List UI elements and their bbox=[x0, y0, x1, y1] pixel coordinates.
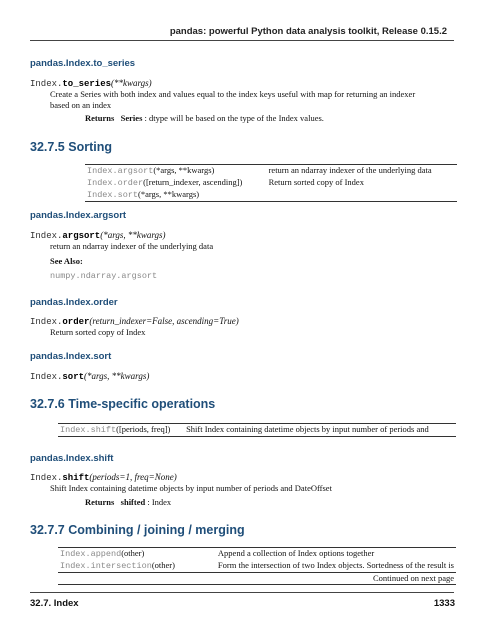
argsort-heading: pandas.Index.argsort bbox=[30, 210, 127, 221]
to-series-returns bbox=[85, 113, 324, 124]
table-cell-empty bbox=[58, 573, 216, 585]
shift-returns bbox=[85, 497, 171, 508]
returns-label: Returns bbox=[85, 497, 115, 507]
table-cell-method bbox=[85, 165, 267, 178]
table-cell-method bbox=[58, 548, 216, 561]
method-args: (*args, **kwargs) bbox=[138, 189, 200, 199]
combining-summary-table bbox=[58, 547, 456, 585]
returns-name: shifted bbox=[120, 497, 146, 507]
returns-label: Returns bbox=[85, 113, 115, 123]
sort-signature bbox=[30, 371, 149, 382]
returns-rest: : dtype will be based on the type of the Index values. bbox=[144, 113, 324, 123]
table-row bbox=[58, 573, 456, 585]
returns-name: Series bbox=[120, 113, 143, 123]
table-cell-desc: Return sorted copy of Index bbox=[268, 177, 364, 187]
table-cell-desc: Append a collection of Index options together bbox=[216, 548, 456, 561]
method-args: (other) bbox=[121, 548, 145, 558]
order-signature bbox=[30, 316, 239, 327]
method-link[interactable]: Index.intersection bbox=[60, 561, 152, 571]
signature-args: (**kwargs) bbox=[111, 78, 152, 88]
sort-heading: pandas.Index.sort bbox=[30, 351, 112, 362]
signature-args: (*args, **kwargs) bbox=[100, 230, 166, 240]
see-also-link[interactable]: numpy.ndarray.argsort bbox=[50, 271, 158, 281]
sorting-summary-table bbox=[85, 164, 457, 202]
signature-function: order bbox=[62, 317, 90, 327]
signature-function: shift bbox=[62, 473, 90, 483]
method-args: (*args, **kwargs) bbox=[153, 165, 215, 175]
table-cell-method bbox=[85, 177, 267, 189]
method-link[interactable]: Index.sort bbox=[87, 190, 139, 200]
timeops-summary-table bbox=[58, 423, 456, 437]
method-link[interactable]: Index.shift bbox=[60, 425, 117, 435]
signature-args: (*args, **kwargs) bbox=[84, 371, 150, 381]
method-args: ([periods, freq]) bbox=[116, 424, 171, 434]
desc-line: based on an index bbox=[50, 100, 112, 110]
table-cell-desc: return an ndarray indexer of the underlying data bbox=[267, 165, 457, 178]
table-cell-desc: Shift Index containing datetime objects by input number of periods and bbox=[184, 424, 456, 437]
header-rule bbox=[30, 40, 454, 41]
signature-class: Index. bbox=[30, 372, 63, 382]
method-link[interactable]: Index.argsort bbox=[87, 166, 154, 176]
see-also-label bbox=[50, 256, 83, 267]
section-sorting-title: 32.7.5 Sorting bbox=[30, 140, 112, 154]
order-description: Return sorted copy of Index bbox=[50, 327, 146, 337]
continued-note: Continued on next page bbox=[216, 573, 456, 585]
section-combining-title: 32.7.7 Combining / joining / merging bbox=[30, 523, 245, 537]
table-cell-desc: Form the intersection of two Index objects. Sortedness of the result is bbox=[217, 560, 454, 570]
shift-description: Shift Index containing datetime objects by input number of periods and DateOffset bbox=[50, 483, 332, 493]
signature-class: Index. bbox=[30, 231, 63, 241]
table-row bbox=[85, 177, 457, 189]
section-timeops-title: 32.7.6 Time-specific operations bbox=[30, 397, 216, 411]
method-link[interactable]: Index.order bbox=[87, 178, 144, 188]
shift-signature bbox=[30, 472, 177, 483]
argsort-signature bbox=[30, 230, 166, 241]
returns-rest: : Index bbox=[147, 497, 172, 507]
see-also-text: See Also: bbox=[50, 256, 83, 266]
to-series-heading: pandas.Index.to_series bbox=[30, 58, 136, 69]
argsort-description: return an ndarray indexer of the underlying data bbox=[50, 241, 214, 251]
order-heading: pandas.Index.order bbox=[30, 297, 118, 308]
signature-class: Index. bbox=[30, 473, 63, 483]
table-row bbox=[85, 189, 457, 202]
desc-line: Create a Series with both index and values equal to the index keys useful with map for returning an indexer bbox=[50, 89, 416, 99]
table-row bbox=[85, 165, 457, 178]
signature-args: (periods=1, freq=None) bbox=[89, 472, 177, 482]
table-row bbox=[58, 560, 456, 573]
table-cell-method bbox=[58, 424, 184, 437]
signature-class: Index. bbox=[30, 317, 63, 327]
table-cell-method bbox=[85, 189, 267, 202]
table-cell-desc bbox=[267, 189, 457, 202]
signature-args: (return_indexer=False, ascending=True) bbox=[89, 316, 239, 326]
to-series-signature bbox=[30, 78, 152, 89]
running-header: pandas: powerful Python data analysis toolkit, Release 0.15.2 bbox=[169, 26, 447, 37]
shift-heading: pandas.Index.shift bbox=[30, 453, 114, 464]
table-row bbox=[58, 548, 456, 561]
method-args: (other) bbox=[151, 560, 175, 570]
footer-rule bbox=[30, 592, 454, 593]
signature-class: Index. bbox=[30, 79, 63, 89]
method-link[interactable]: Index.append bbox=[60, 549, 122, 559]
signature-function: argsort bbox=[62, 231, 101, 241]
table-cell-method bbox=[58, 560, 216, 573]
signature-function: to_series bbox=[62, 79, 112, 89]
footer-page-number: 1333 bbox=[433, 598, 455, 609]
table-row bbox=[58, 424, 456, 437]
footer-section: 32.7. Index bbox=[30, 598, 79, 609]
method-args: ([return_indexer, ascending]) bbox=[143, 177, 243, 187]
to-series-description bbox=[50, 89, 455, 111]
signature-function: sort bbox=[62, 372, 85, 382]
